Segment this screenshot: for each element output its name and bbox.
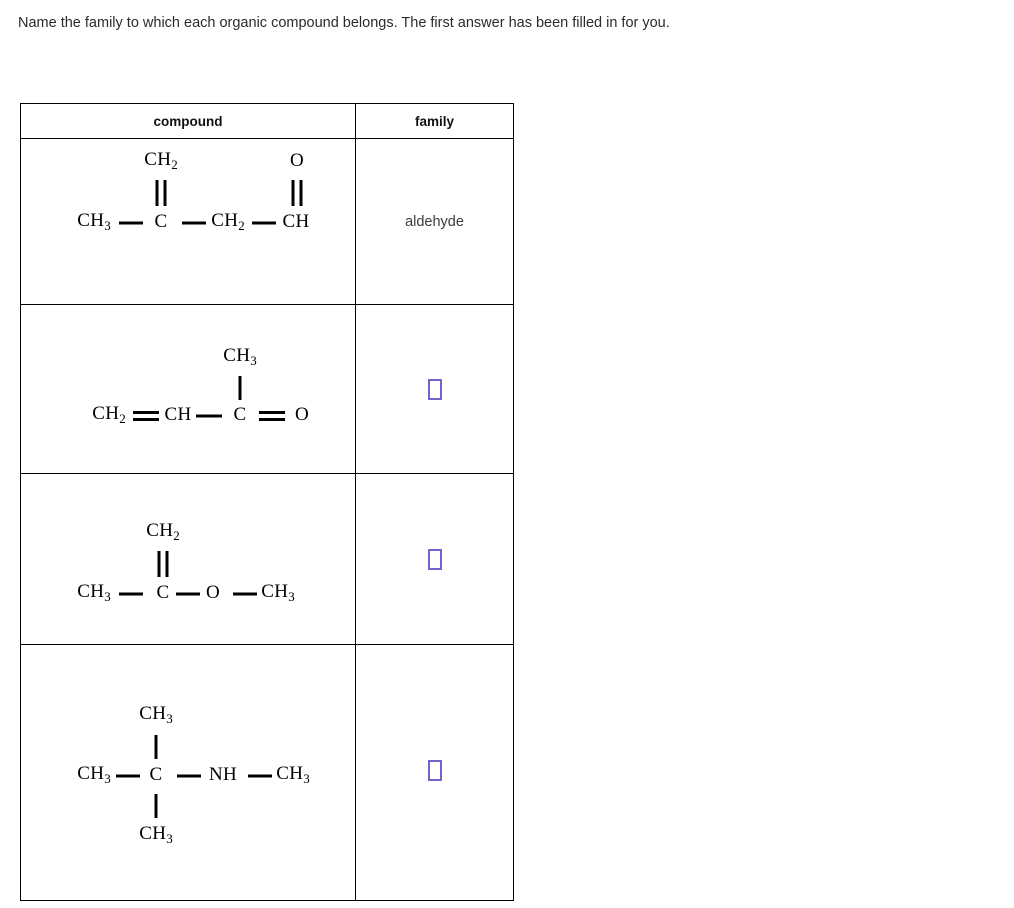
atom-label: C [156, 582, 170, 603]
compound-cell-2 [21, 305, 356, 474]
single-bond [176, 593, 200, 596]
single-bond [119, 222, 143, 225]
table-row [21, 645, 514, 901]
atom-label: O [289, 150, 305, 171]
single-bond [116, 775, 140, 778]
atom-label: $CH_3$ [223, 344, 257, 369]
atom-label: $CH_3$ [139, 822, 173, 847]
family-cell-2 [356, 305, 514, 474]
single-bond [119, 593, 143, 596]
atom-label: $CH_3$ [77, 762, 111, 787]
atom-label: C [233, 404, 247, 425]
double-bond [133, 411, 159, 421]
table-row [21, 305, 514, 474]
single-bond [177, 775, 201, 778]
family-answer-input-wrap [356, 549, 513, 570]
atom-label: O [205, 582, 221, 603]
single-bond [248, 775, 272, 778]
atom-label: O [294, 404, 310, 425]
single-bond [182, 222, 206, 225]
compound-cell-1 [21, 139, 356, 305]
atom-label: $CH_3$ [276, 762, 310, 787]
column-header-compound: compound [21, 104, 356, 139]
compound-family-table [20, 103, 514, 901]
table-row [21, 474, 514, 645]
atom-label: CH [282, 211, 310, 232]
atom-label: $CH_3$ [77, 580, 111, 605]
double-bond [156, 180, 167, 206]
double-bond [259, 411, 285, 421]
atom-label: $CH_2$ [144, 148, 178, 173]
atom-label: $CH_2$ [146, 519, 180, 544]
molecule-diagram-2 [21, 305, 355, 473]
atom-label: $CH_3$ [77, 209, 111, 234]
family-answer-input-wrap [356, 760, 513, 781]
family-answer-input[interactable] [428, 760, 442, 781]
atom-label: C [149, 764, 163, 785]
table-row [21, 139, 514, 305]
compound-cell-3 [21, 474, 356, 645]
atom-label: C [154, 211, 168, 232]
atom-label: $CH_3$ [139, 702, 173, 727]
single-bond [155, 794, 158, 818]
family-answer-input[interactable] [428, 379, 442, 400]
question-prompt: Name the family to which each organic compound belongs. The first answer has been filled in for you. [18, 15, 670, 31]
single-bond [196, 415, 222, 418]
family-cell-1 [356, 139, 514, 305]
single-bond [233, 593, 257, 596]
family-cell-3 [356, 474, 514, 645]
compound-cell-4 [21, 645, 356, 901]
atom-label: $CH_2$ [211, 209, 245, 234]
double-bond [292, 180, 303, 206]
single-bond [252, 222, 276, 225]
molecule-diagram-3 [21, 474, 355, 644]
atom-label: CH [164, 404, 192, 425]
molecule-diagram-1 [21, 139, 355, 304]
single-bond [239, 376, 242, 400]
column-header-family: family [356, 104, 514, 139]
atom-label: NH [208, 764, 238, 785]
atom-label: $CH_3$ [261, 580, 295, 605]
family-answer-input-wrap [356, 379, 513, 400]
family-answer-filled: aldehyde [405, 213, 464, 230]
family-answer-input[interactable] [428, 549, 442, 570]
table-header-row [21, 104, 514, 139]
double-bond [158, 551, 169, 577]
molecule-diagram-4 [21, 645, 355, 900]
atom-label: $CH_2$ [92, 402, 126, 427]
single-bond [155, 735, 158, 759]
family-cell-4 [356, 645, 514, 901]
